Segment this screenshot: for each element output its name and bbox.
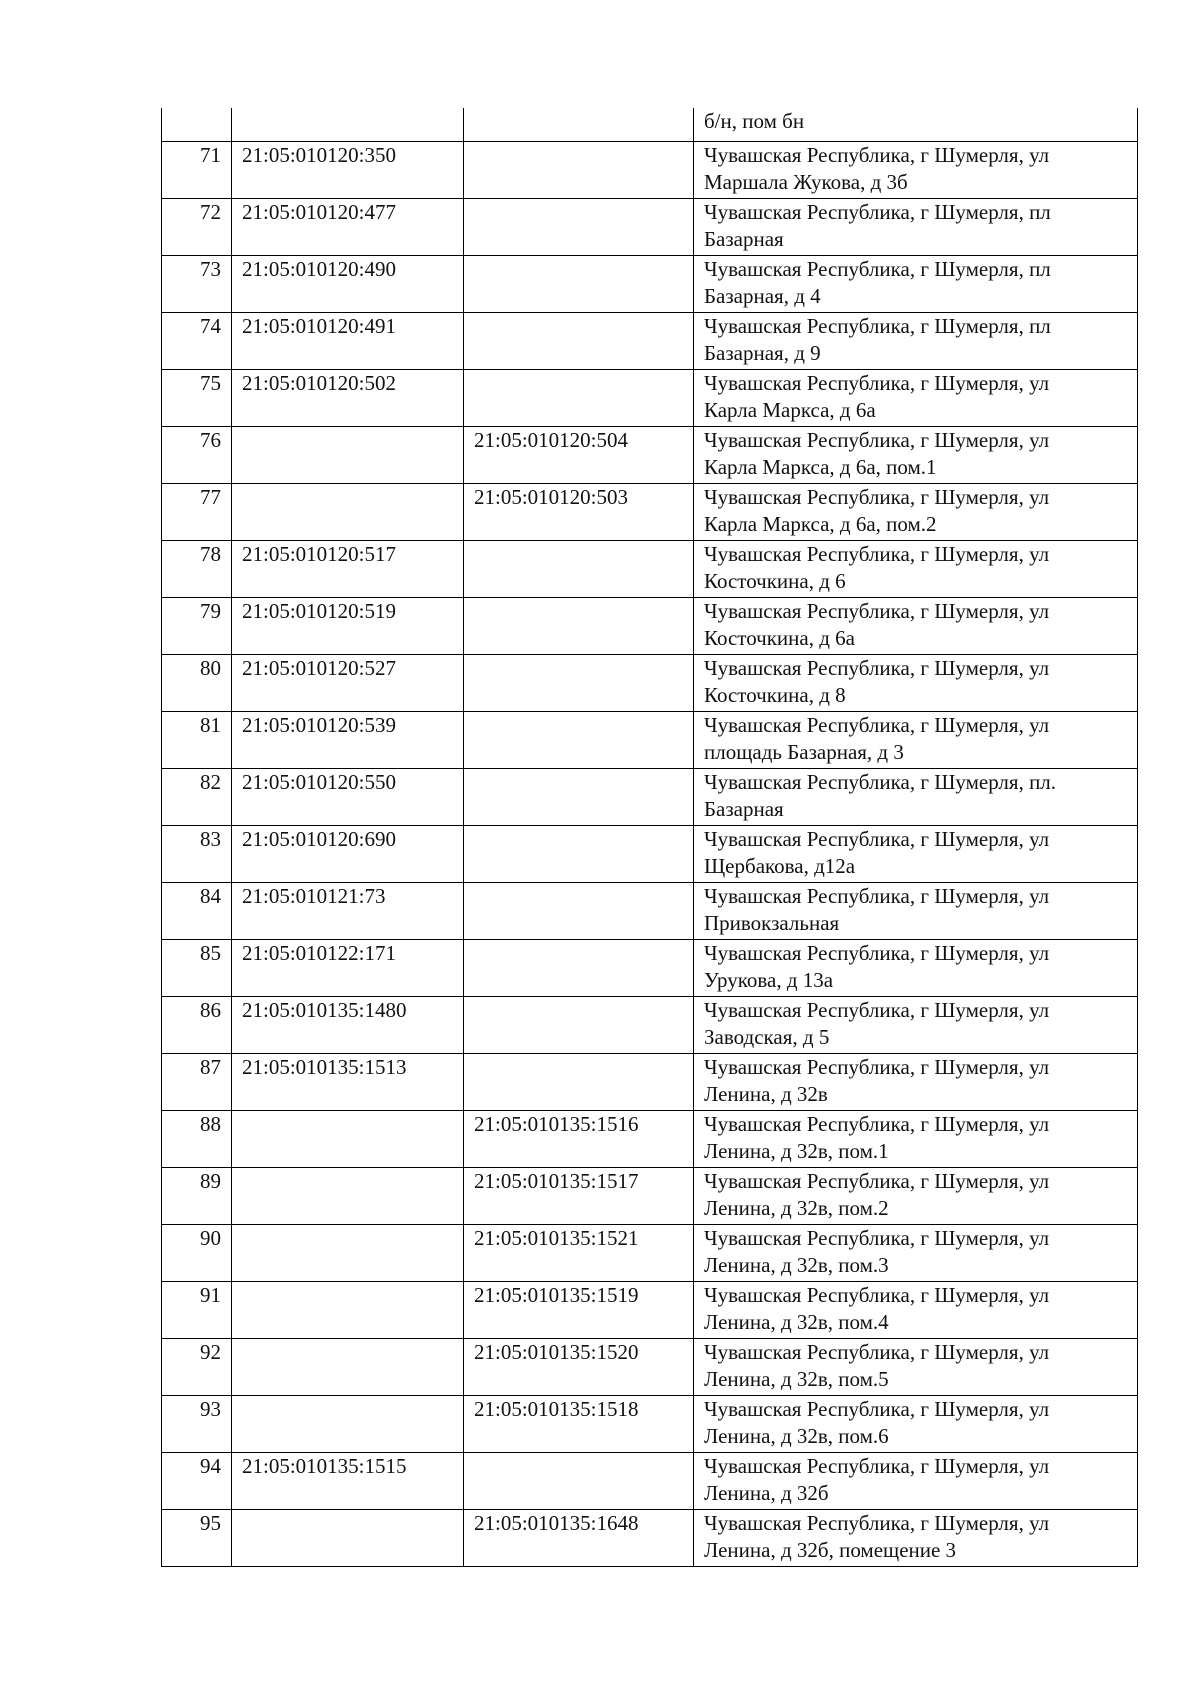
address-cell [694,654,1138,711]
address-cell [694,1053,1138,1110]
row-number-cell [162,1509,232,1566]
cell-text: 80 [200,655,221,680]
cell-text: Чувашская Республика, г Шумерля, ул [704,1282,1050,1307]
premises-cadastral-number-cell [464,483,694,540]
row-number-cell [162,483,232,540]
cell-text: 21:05:010135:1520 [474,1339,639,1364]
row-number-cell [162,711,232,768]
property-registry-table [161,108,1138,1567]
cell-text: 21:05:010120:539 [242,712,397,737]
cell-text: Чувашская Республика, г Шумерля, ул [704,1054,1050,1079]
premises-cadastral-number-cell [464,996,694,1053]
cell-text: 21:05:010135:1517 [474,1168,639,1193]
premises-cadastral-number-cell [464,1452,694,1509]
row-number-cell [162,654,232,711]
cell-text: 88 [200,1111,221,1136]
cadastral-number-cell [232,1509,464,1566]
cell-text: 83 [200,826,221,851]
cell-text: 21:05:010120:527 [242,655,397,680]
cadastral-number-cell [232,1281,464,1338]
cell-text: 85 [200,940,221,965]
cell-text-continued: Маршала Жукова, д 3б [704,170,908,194]
cell-text: 21:05:010135:1516 [474,1111,639,1136]
premises-cadastral-number-cell [464,108,694,141]
cell-text: Чувашская Республика, г Шумерля, ул [704,1168,1050,1193]
cadastral-number-cell [232,483,464,540]
premises-cadastral-number-cell [464,1281,694,1338]
row-number-cell [162,1281,232,1338]
cell-text: Чувашская Республика, г Шумерля, ул [704,541,1050,566]
cell-text: 91 [200,1282,221,1307]
address-cell [694,939,1138,996]
address-cell [694,1452,1138,1509]
address-cell [694,540,1138,597]
address-cell [694,1167,1138,1224]
cell-text: Чувашская Республика, г Шумерля, пл [704,313,1051,338]
row-number-cell [162,141,232,198]
cadastral-number-cell [232,711,464,768]
address-cell [694,1281,1138,1338]
cell-text: Чувашская Республика, г Шумерля, пл [704,199,1051,224]
cell-text-continued: Щербакова, д12а [704,854,856,878]
table-row [162,597,1138,654]
address-cell [694,198,1138,255]
cell-text: Чувашская Республика, г Шумерля, ул [704,1453,1050,1478]
row-number-cell [162,768,232,825]
cell-text: 71 [200,142,221,167]
cell-text-continued: Базарная, д 9 [704,341,821,365]
cell-text: 21:05:010135:1648 [474,1510,639,1535]
premises-cadastral-number-cell [464,1224,694,1281]
row-number-cell [162,540,232,597]
cell-text: Чувашская Республика, г Шумерля, пл. [704,769,1057,794]
cell-text: Чувашская Республика, г Шумерля, ул [704,883,1050,908]
row-number-cell [162,255,232,312]
cadastral-number-cell [232,1395,464,1452]
cell-text: Чувашская Республика, г Шумерля, ул [704,826,1050,851]
table-row [162,882,1138,939]
cell-text: Чувашская Республика, г Шумерля, ул [704,1111,1050,1136]
cell-text: 21:05:010120:491 [242,313,397,338]
row-number-cell [162,825,232,882]
cell-text: 95 [200,1510,221,1535]
cell-text: Чувашская Республика, г Шумерля, ул [704,712,1050,737]
address-cell [694,882,1138,939]
cell-text-continued: Косточкина, д 6 [704,569,846,593]
cell-text-continued: Базарная, д 4 [704,284,821,308]
cell-text: Чувашская Республика, г Шумерля, ул [704,940,1050,965]
cadastral-number-cell [232,882,464,939]
cell-text: Чувашская Республика, г Шумерля, ул [704,655,1050,680]
cell-text: 21:05:010120:490 [242,256,397,281]
table-row [162,1224,1138,1281]
table-row [162,1167,1138,1224]
cell-text: 75 [200,370,221,395]
cell-text-continued: Ленина, д 32в, пом.4 [704,1310,889,1334]
premises-cadastral-number-cell [464,1395,694,1452]
cadastral-number-cell [232,1110,464,1167]
cell-text: 81 [200,712,221,737]
premises-cadastral-number-cell [464,198,694,255]
row-number-cell [162,1395,232,1452]
cell-text: 87 [200,1054,221,1079]
table-row [162,108,1138,141]
cell-text-continued: Ленина, д 32б [704,1481,829,1505]
address-cell [694,1110,1138,1167]
cell-text: Чувашская Республика, г Шумерля, ул [704,598,1050,623]
cell-text: 21:05:010120:550 [242,769,397,794]
cell-text-continued: Косточкина, д 8 [704,683,846,707]
cadastral-number-cell [232,1053,464,1110]
address-cell [694,483,1138,540]
table-row [162,996,1138,1053]
cell-text: 21:05:010135:1519 [474,1282,639,1307]
row-number-cell [162,882,232,939]
row-number-cell [162,1452,232,1509]
row-number-cell [162,1338,232,1395]
row-number-cell [162,369,232,426]
cell-text: 21:05:010120:517 [242,541,397,566]
cadastral-number-cell [232,141,464,198]
table-row [162,825,1138,882]
table-row [162,1509,1138,1566]
premises-cadastral-number-cell [464,825,694,882]
address-cell [694,108,1138,141]
row-number-cell [162,1053,232,1110]
row-number-cell [162,996,232,1053]
premises-cadastral-number-cell [464,369,694,426]
cadastral-number-cell [232,597,464,654]
cell-text-continued: Привокзальная [704,911,840,935]
address-cell [694,426,1138,483]
cell-text: 21:05:010120:690 [242,826,397,851]
table-row [162,711,1138,768]
table-row [162,483,1138,540]
cell-text: 72 [200,199,221,224]
address-cell [694,711,1138,768]
cell-text: 21:05:010135:1518 [474,1396,639,1421]
cadastral-number-cell [232,1338,464,1395]
cell-text: 21:05:010135:1513 [242,1054,407,1079]
cadastral-number-cell [232,939,464,996]
row-number-cell [162,1167,232,1224]
row-number-cell [162,198,232,255]
premises-cadastral-number-cell [464,711,694,768]
cadastral-number-cell [232,369,464,426]
cadastral-number-cell [232,108,464,141]
cell-text-continued: Карла Маркса, д 6а [704,398,876,422]
cell-text-continued: Ленина, д 32в, пом.6 [704,1424,889,1448]
table-row [162,426,1138,483]
table-body [162,108,1138,1566]
cadastral-number-cell [232,825,464,882]
table-row [162,939,1138,996]
address-cell [694,996,1138,1053]
premises-cadastral-number-cell [464,141,694,198]
cell-text: Чувашская Республика, г Шумерля, ул [704,1225,1050,1250]
cell-text: 89 [200,1168,221,1193]
cell-text: 84 [200,883,221,908]
premises-cadastral-number-cell [464,540,694,597]
premises-cadastral-number-cell [464,1338,694,1395]
cell-text: 79 [200,598,221,623]
cell-text: 21:05:010120:519 [242,598,397,623]
address-cell [694,825,1138,882]
cell-text: Чувашская Республика, г Шумерля, ул [704,1396,1050,1421]
cadastral-number-cell [232,654,464,711]
cell-text: 92 [200,1339,221,1364]
row-number-cell [162,1110,232,1167]
premises-cadastral-number-cell [464,768,694,825]
cell-text-continued: Ленина, д 32в, пом.3 [704,1253,889,1277]
cell-text-continued: Базарная [704,797,784,821]
address-cell [694,1224,1138,1281]
table-row [162,1281,1138,1338]
table-row [162,1395,1138,1452]
cadastral-number-cell [232,996,464,1053]
cell-text: Чувашская Республика, г Шумерля, ул [704,427,1050,452]
cell-text: 21:05:010135:1515 [242,1453,407,1478]
cell-text-continued: Карла Маркса, д 6а, пом.2 [704,512,937,536]
cell-text-continued: Ленина, д 32в, пом.5 [704,1367,889,1391]
cell-text: 82 [200,769,221,794]
cell-text: 21:05:010120:350 [242,142,397,167]
table-row [162,654,1138,711]
cadastral-number-cell [232,768,464,825]
cadastral-number-cell [232,1224,464,1281]
table-row [162,369,1138,426]
cell-text: 76 [200,427,221,452]
table-row [162,540,1138,597]
premises-cadastral-number-cell [464,426,694,483]
address-cell [694,1338,1138,1395]
table-row [162,255,1138,312]
cadastral-number-cell [232,1452,464,1509]
address-cell [694,597,1138,654]
table-row [162,1338,1138,1395]
cell-text: 77 [200,484,221,509]
cadastral-number-cell [232,255,464,312]
cell-text: 21:05:010120:503 [474,484,629,509]
address-cell [694,768,1138,825]
cell-text: Чувашская Республика, г Шумерля, пл [704,256,1051,281]
table-row [162,1053,1138,1110]
premises-cadastral-number-cell [464,597,694,654]
row-number-cell [162,108,232,141]
address-cell [694,255,1138,312]
cell-text-continued: Косточкина, д 6а [704,626,855,650]
cell-text: Чувашская Республика, г Шумерля, ул [704,142,1050,167]
row-number-cell [162,597,232,654]
premises-cadastral-number-cell [464,654,694,711]
cell-text-continued: Ленина, д 32в, пом.1 [704,1139,889,1163]
address-cell [694,369,1138,426]
row-number-cell [162,939,232,996]
table-row [162,141,1138,198]
premises-cadastral-number-cell [464,255,694,312]
cell-text-continued: Карла Маркса, д 6а, пом.1 [704,455,937,479]
cell-text-continued: Урукова, д 13а [704,968,834,992]
table-row [162,1452,1138,1509]
premises-cadastral-number-cell [464,1509,694,1566]
cell-text: 78 [200,541,221,566]
cell-text: 73 [200,256,221,281]
cell-text: Чувашская Республика, г Шумерля, ул [704,484,1050,509]
address-cell [694,312,1138,369]
cell-text: Чувашская Республика, г Шумерля, ул [704,1339,1050,1364]
cell-text: 90 [200,1225,221,1250]
cell-text: 21:05:010120:477 [242,199,397,224]
cell-text: 93 [200,1396,221,1421]
cell-text: 21:05:010120:502 [242,370,397,395]
cell-text-continued: Базарная [704,227,784,251]
cell-text: 21:05:010120:504 [474,427,629,452]
address-cell [694,1395,1138,1452]
cell-text-continued: Ленина, д 32б, помещение 3 [704,1538,957,1562]
premises-cadastral-number-cell [464,1167,694,1224]
table-row [162,198,1138,255]
cell-text-continued: Заводская, д 5 [704,1025,830,1049]
row-number-cell [162,426,232,483]
cadastral-number-cell [232,312,464,369]
cell-text: 21:05:010121:73 [242,883,386,908]
premises-cadastral-number-cell [464,312,694,369]
cell-text: Чувашская Республика, г Шумерля, ул [704,370,1050,395]
cadastral-number-cell [232,540,464,597]
table-row [162,1110,1138,1167]
address-cell [694,1509,1138,1566]
cell-text-continued: Ленина, д 32в, пом.2 [704,1196,889,1220]
cell-text: 21:05:010135:1480 [242,997,407,1022]
cell-text: 21:05:010122:171 [242,940,397,965]
premises-cadastral-number-cell [464,939,694,996]
premises-cadastral-number-cell [464,882,694,939]
address-cell [694,141,1138,198]
cell-text: 94 [200,1453,221,1478]
premises-cadastral-number-cell [464,1110,694,1167]
cadastral-number-cell [232,426,464,483]
cell-text: Чувашская Республика, г Шумерля, ул [704,1510,1050,1535]
cell-text: б/н, пом бн [704,109,805,133]
table-row [162,768,1138,825]
cell-text: Чувашская Республика, г Шумерля, ул [704,997,1050,1022]
premises-cadastral-number-cell [464,1053,694,1110]
cell-text-continued: площадь Базарная, д 3 [704,740,904,764]
cell-text: 74 [200,313,221,338]
cell-text: 21:05:010135:1521 [474,1225,639,1250]
table-row [162,312,1138,369]
row-number-cell [162,312,232,369]
cadastral-number-cell [232,1167,464,1224]
row-number-cell [162,1224,232,1281]
cell-text: 86 [200,997,221,1022]
cell-text-continued: Ленина, д 32в [704,1082,828,1106]
cadastral-number-cell [232,198,464,255]
